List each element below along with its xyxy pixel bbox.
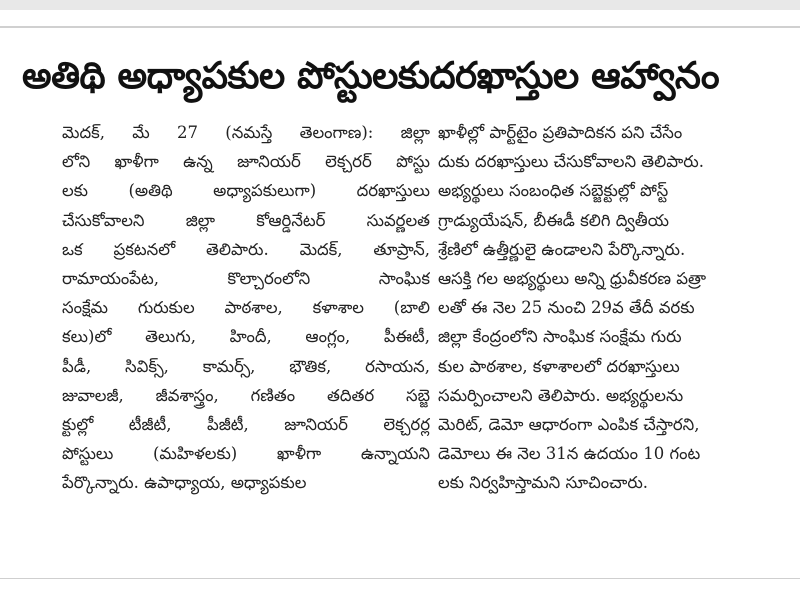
text-line: జువాలజీ, జీవశాస్త్రం, గణితం తదితర సబ్జె [62, 385, 430, 405]
top-divider [0, 26, 800, 28]
text-line: రామాయంపేట, కొల్చారంలోని సాంఘిక [62, 269, 430, 289]
text-line: కలు)లో తెలుగు, హిందీ, ఆంగ్లం, పీఈటీ, [62, 327, 430, 347]
text-line: పేర్కొన్నారు. ఉపాధ్యాయ, అధ్యాపకుల [62, 473, 307, 493]
text-line: దుకు దరఖాస్తులు చేసుకోవాలని తెలిపారు. [438, 152, 704, 172]
text-line: ఆసక్తి గల అభ్యర్థులు అన్ని ధ్రువీకరణ పత్రా [438, 269, 707, 289]
text-line: సంక్షేమ గురుకుల పాఠశాల, కళాశాల (బాలి [62, 298, 430, 318]
text-line: లోని ఖాళీగా ఉన్న జూనియర్ లెక్చరర్ పోస్టు [62, 152, 430, 172]
text-line: పోస్టులు (మహిళలకు) ఖాళీగా ఉన్నాయని [62, 444, 430, 464]
text-line: మెదక్, మే 27 (నమస్తే తెలంగాణ): జిల్లా [62, 123, 430, 142]
text-line: కుల పాఠశాల, కళాశాలలో దరఖాస్తులు [438, 356, 680, 376]
bottom-divider [0, 578, 800, 579]
article-right-column [438, 118, 800, 498]
text-line: ఖాళీల్లో పార్ట్‌టైం ప్రతిపాదికన పని చేసేం [438, 123, 683, 142]
text-line: క్టుల్లో టీజీటీ, పీజీటీ, జూనియర్ లెక్చరర్ల [62, 415, 430, 435]
text-line: అభ్యర్థులు సంబంధిత సబ్జెక్టుల్లో పోస్ట్ [438, 181, 669, 201]
top-band [0, 0, 800, 10]
article-left-column [62, 118, 430, 498]
text-line: జిల్లా కేంద్రంలోని సాంఘిక సంక్షేమ గురు [438, 327, 682, 347]
text-line: శ్రేణిలో ఉత్తీర్ణులై ఉండాలని పేర్కొన్నారు. [438, 239, 686, 259]
text-line: గ్రాడ్యుయేషన్, బీఈడీ కలిగి ద్వితీయ [438, 210, 669, 230]
text-line: పీడీ, సివిక్స్, కామర్స్, భౌతిక, రసాయన, [62, 356, 430, 376]
text-line: ఒక ప్రకటనలో తెలిపారు. మెదక్, తూప్రాన్, [62, 239, 430, 259]
text-line: డెమోలు ఈ నెల 31న ఉదయం 10 గంట [438, 444, 701, 464]
text-line: లకు నిర్వహిస్తామని సూచించారు. [438, 473, 649, 493]
article-headline: అతిథి అధ్యాపకుల పోస్టులకుదరఖాస్తుల ఆహ్వానం [22, 54, 720, 97]
text-line: చేసుకోవాలని జిల్లా కోఆర్డినేటర్ సువర్ణలత [62, 210, 430, 230]
text-line: లతో ఈ నెల 25 నుంచి 29వ తేదీ వరకు [438, 298, 695, 318]
text-line: సమర్పించాలని తెలిపారు. అభ్యర్థులను [438, 385, 684, 405]
text-line: లకు (అతిథి అధ్యాపకులుగా) దరఖాస్తులు [62, 181, 430, 201]
text-line: మెరిట్, డెమో ఆధారంగా ఎంపిక చేస్తారని, [438, 415, 700, 435]
